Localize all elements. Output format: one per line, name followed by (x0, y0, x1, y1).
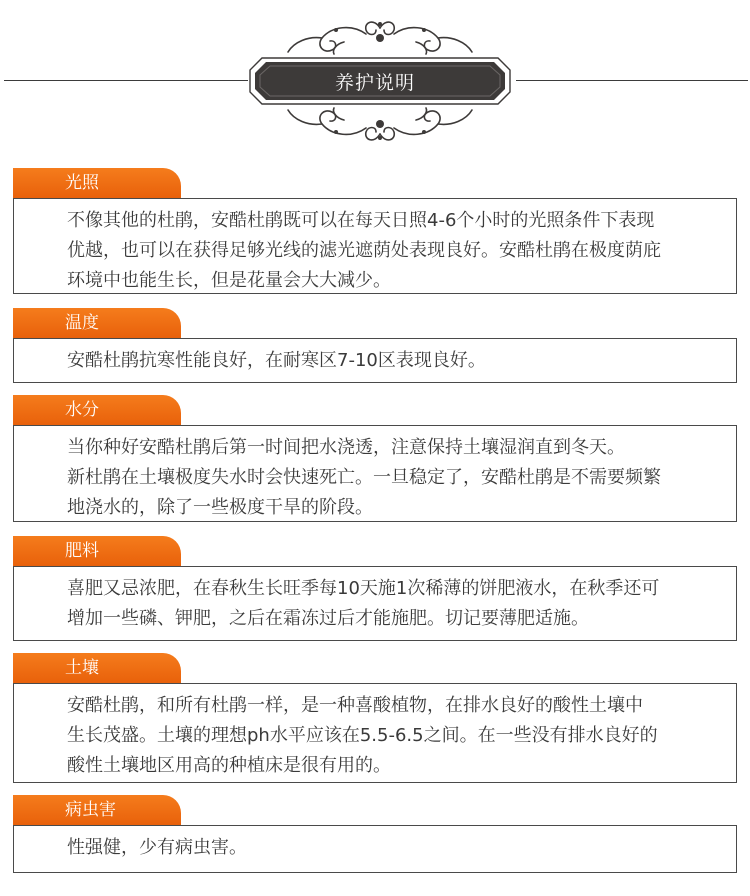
section-pests (13, 795, 737, 873)
section-content-fertilizer (13, 566, 737, 641)
section-tab-soil: 土壤 (13, 653, 181, 684)
content-line: 酸性土壤地区用高的种植床是很有用的。 (67, 755, 391, 776)
section-soil (13, 653, 737, 783)
content-line: 安酷杜鹃抗寒性能良好，在耐寒区7-10区表现良好。 (67, 350, 486, 371)
content-line: 当你种好安酷杜鹃后第一时间把水浇透，注意保持土壤湿润直到冬天。 (67, 437, 625, 458)
content-line: 喜肥又忌浓肥，在春秋生长旺季每10天施1次稀薄的饼肥液水，在秋季还可 (67, 578, 660, 599)
section-water (13, 395, 737, 522)
header-divider-left (4, 80, 248, 81)
content-line: 优越，也可以在获得足够光线的滤光遮荫处表现良好。安酷杜鹃在极度荫庇 (67, 240, 661, 261)
section-tab-water: 水分 (13, 395, 181, 426)
section-temperature (13, 308, 737, 383)
header-banner (0, 0, 750, 150)
section-tab-temperature: 温度 (13, 308, 181, 339)
section-tab-pests: 病虫害 (13, 795, 181, 826)
content-line: 生长茂盛。土壤的理想ph水平应该在5.5-6.5之间。在一些没有排水良好的 (67, 725, 658, 746)
section-tab-lighting: 光照 (13, 168, 181, 199)
page-title: 养护说明 (334, 72, 415, 94)
section-content-temperature (13, 338, 737, 383)
content-line: 不像其他的杜鹃，安酷杜鹃既可以在每天日照4-6个小时的光照条件下表现 (67, 210, 655, 231)
section-fertilizer (13, 536, 737, 641)
section-content-water (13, 425, 737, 522)
content-line: 安酷杜鹃，和所有杜鹃一样，是一种喜酸植物，在排水良好的酸性土壤中 (67, 695, 643, 716)
section-content-lighting (13, 198, 737, 294)
content-line: 环境中也能生长，但是花量会大大减少。 (67, 270, 391, 291)
section-tab-fertilizer: 肥料 (13, 536, 181, 567)
content-line: 地浇水的，除了一些极度干旱的阶段。 (67, 497, 373, 518)
content-line: 新杜鹃在土壤极度失水时会快速死亡。一旦稳定了，安酷杜鹃是不需要频繁 (67, 467, 661, 488)
section-lighting (13, 168, 737, 294)
content-line: 性强健，少有病虫害。 (67, 837, 247, 858)
header-divider-right (516, 80, 748, 81)
section-content-pests (13, 825, 737, 873)
content-line: 增加一些磷、钾肥，之后在霜冻过后才能施肥。切记要薄肥适施。 (67, 608, 589, 629)
section-content-soil (13, 683, 737, 783)
